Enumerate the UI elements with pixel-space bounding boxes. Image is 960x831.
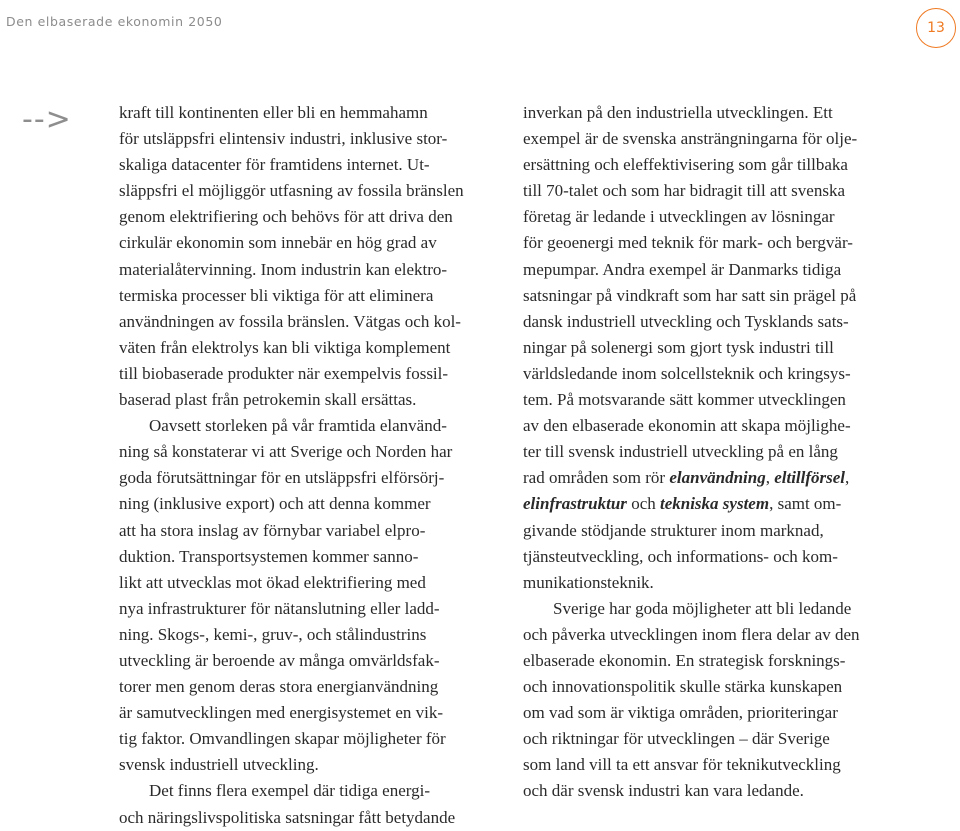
text-line: Oavsett storleken på vår framtida elanvänd- (149, 416, 447, 436)
term-eltillforsel: eltillförsel (774, 468, 846, 488)
line-middle: och (626, 494, 660, 514)
text-line: mepumpar. Andra exempel är Danmarks tidiga (523, 259, 842, 279)
text-line: kraft till kontinenten eller bli en hemmahamn (119, 103, 428, 122)
left-text-column (119, 100, 499, 831)
text-line: till biobaserade produkter när exempelvis fossil- (119, 363, 449, 383)
text-line: är samutvecklingen med energisystemet en vik- (119, 703, 444, 723)
text-line: av den elbaserade ekonomin att skapa möjlighe- (523, 416, 851, 436)
term-elanvandning: elanvändning (669, 468, 766, 488)
text-line: ersättning och eleffektivisering som går tillbaka (523, 155, 848, 175)
text-line: likt att utvecklas mot ökad elektrifiering med (119, 572, 426, 592)
text-line: torer men genom deras stora energianvändning (119, 677, 439, 697)
text-line: ning. Skogs-, kemi-, gruv-, och stålindustrins (119, 624, 427, 644)
term-separator: , (765, 468, 775, 488)
line-suffix: , (845, 468, 850, 488)
text-line: som land vill ta ett ansvar för teknikutveckling (523, 755, 841, 775)
text-line: väten från elektrolys kan bli viktiga komplement (119, 337, 451, 357)
text-line: företag är ledande i utvecklingen av lösningar (523, 207, 835, 227)
text-line: satsningar på vindkraft som har satt sin prägel på (523, 285, 857, 305)
text-line: världsledande inom solcellsteknik och kringsys- (523, 363, 851, 383)
arrow-marker-icon: --> (22, 102, 72, 137)
text-line: exempel är de svenska ansträngningarna för olje- (523, 129, 858, 149)
text-line: tig faktor. Omvandlingen skapar möjligheter för (119, 729, 446, 749)
text-line: användningen av fossila bränslen. Vätgas och kol- (119, 311, 461, 331)
term-tekniska-system: tekniska system (659, 494, 770, 514)
line-prefix: rad områden som rör (523, 468, 670, 488)
text-line: ningar på solenergi som gjort tysk industri till (523, 337, 834, 357)
text-line: elbaserade ekonomin. En strategisk forsknings- (523, 650, 846, 670)
text-line: materialåtervinning. Inom industrin kan elektro- (119, 259, 448, 279)
text-line: baserad plast från petrokemin skall ersättas. (119, 390, 417, 410)
text-line: utveckling är beroende av många omvärldsfak- (119, 650, 440, 670)
text-line: tem. På motsvarande sätt kommer utvecklingen (523, 390, 846, 410)
text-line: nya infrastrukturer för nätanslutning eller ladd- (119, 598, 440, 618)
text-line: Sverige har goda möjligheter att bli ledande (553, 598, 852, 618)
text-line: duktion. Transportsystemen kommer sanno- (119, 546, 419, 566)
text-line: cirkulär ekonomin som innebär en hög grad av (119, 233, 437, 253)
text-line: tjänsteutveckling, och informations- och kom- (523, 546, 838, 566)
text-line-with-terms (523, 465, 903, 491)
line-suffix: , samt om- (769, 494, 842, 514)
right-text-column (523, 100, 903, 805)
text-line: Det finns flera exempel där tidiga energi- (149, 781, 431, 801)
text-line: dansk industriell utveckling och Tysklands sats- (523, 311, 849, 331)
text-line: till 70-talet och som har bidragit till att svenska (523, 181, 845, 201)
text-line: att ha stora inslag av förnybar variabel elpro- (119, 520, 426, 540)
running-title: Den elbaserade ekonomin 2050 (6, 14, 223, 29)
text-line: och påverka utvecklingen inom flera delar av den (523, 624, 860, 644)
text-line: och där svensk industri kan vara ledande. (523, 781, 804, 801)
text-line: ning (inklusive export) och att denna kommer (119, 494, 431, 514)
text-line: svensk industriell utveckling. (119, 755, 319, 775)
text-line: munikationsteknik. (523, 572, 654, 592)
text-line: om vad som är viktiga områden, prioriteringar (523, 703, 838, 723)
text-line: och näringslivspolitiska satsningar fått betydande (119, 807, 456, 827)
text-line: termiska processer bli viktiga för att eliminera (119, 285, 434, 305)
text-line-with-terms (523, 491, 903, 517)
text-line: släppsfri el möjliggör utfasning av fossila bränslen (119, 181, 464, 201)
term-elinfrastruktur: elinfrastruktur (523, 494, 627, 514)
text-line: ning så konstaterar vi att Sverige och Norden har (119, 442, 453, 462)
text-line: inverkan på den industriella utvecklingen. Ett (523, 103, 833, 122)
text-line: för geoenergi med teknik för mark- och bergvär- (523, 233, 853, 253)
text-line: genom elektrifiering och behövs för att driva den (119, 207, 453, 227)
text-line: och riktningar för utvecklingen – där Sverige (523, 729, 830, 749)
text-line: ter till svensk industriell utveckling på en lång (523, 442, 838, 462)
text-line: goda förutsättningar för en utsläppsfri elförsörj- (119, 468, 445, 488)
text-line: skaliga datacenter för framtidens internet. Ut- (119, 155, 430, 175)
page-number-badge: 13 (916, 8, 956, 48)
text-line: givande stödjande strukturer inom marknad, (523, 520, 824, 540)
text-line: för utsläppsfri elintensiv industri, inklusive stor- (119, 129, 448, 149)
text-line: och innovationspolitik skulle stärka kunskapen (523, 677, 843, 697)
